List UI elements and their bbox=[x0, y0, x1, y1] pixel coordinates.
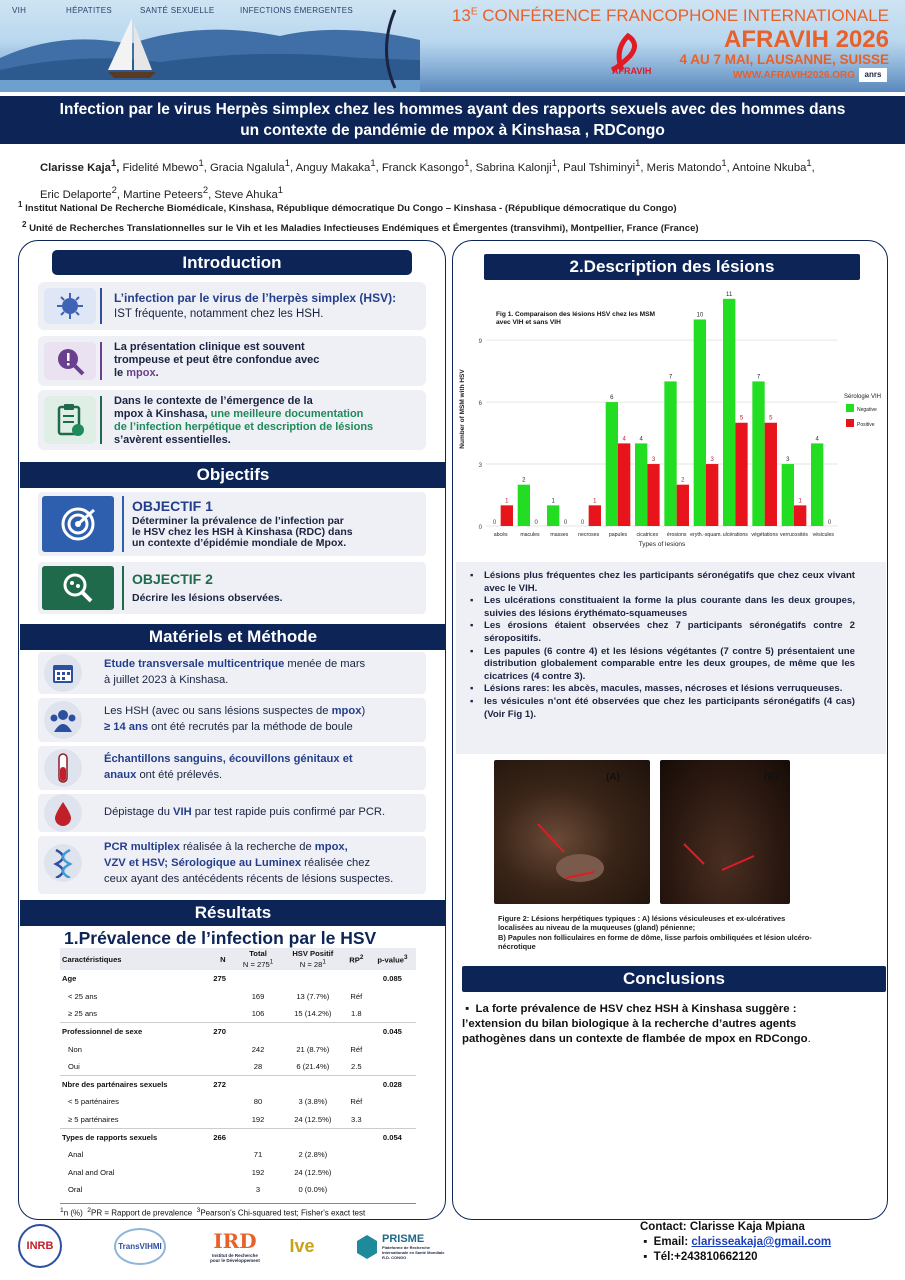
x-tick-label: papules bbox=[608, 532, 628, 538]
x-tick-label: masses bbox=[550, 532, 569, 538]
banner-topic: INFECTIONS ÉMERGENTES bbox=[240, 6, 353, 15]
bar-negative bbox=[782, 464, 794, 526]
bar-positive bbox=[735, 423, 747, 526]
affiliation-2: $^2$ Unité de Recherches Translationnelles sur le Vih et les Maladies Infectieuses Endémiques et Émergentes (transvihmi), Montpellier, France (France) bbox=[22, 220, 699, 235]
transvihmi-logo: TransVIHMI bbox=[110, 1222, 170, 1270]
bar-value-label: 4 bbox=[639, 436, 643, 443]
author-list: Clarisse Kaja$^1$, Fidelité Mbewo$^1$, Gracia Ngalula$^1$, Anguy Makaka$^1$, Franck Kasongo$^1$, Sabrina Kalonji$^1$, Paul Tshiminyi$^1$, Meris Matondo$^1$, Antoine Nkuba$^1$, Eric Delaporte$^2$, Martine Peteers$^2$, Steve Ahuka$^1$ bbox=[40, 157, 815, 201]
table-row: Age 275 0.085 bbox=[62, 974, 402, 984]
y-tick-label: 9 bbox=[478, 339, 482, 346]
introduction-header: Introduction bbox=[52, 250, 412, 275]
x-tick-label: cicatrices bbox=[636, 532, 659, 538]
x-tick-label: végétations bbox=[751, 532, 778, 538]
event-dates: 4 AU 7 MAI, LAUSANNE, SUISSE bbox=[679, 52, 889, 67]
x-tick-label: verrucosités bbox=[780, 532, 808, 538]
table-row: Professionnel de sexe 270 0.045 bbox=[60, 1023, 416, 1041]
table-row: Nbre des parténaires sexuels 272 0.028 bbox=[60, 1076, 416, 1094]
list-item: ▪ les vésicules n’ont été observées que chez les participants séronégatifs (4 cas) (Voir Fig 1). bbox=[470, 696, 855, 721]
legend-label: Negative bbox=[857, 407, 877, 413]
bar-value-label: 7 bbox=[756, 374, 761, 381]
bar-value-label: 10 bbox=[696, 312, 704, 319]
x-tick-label: vésicules bbox=[812, 532, 835, 538]
x-tick-label: macules bbox=[520, 532, 540, 538]
bar-value-label: 4 bbox=[815, 436, 819, 443]
bar-value-label: 0 bbox=[534, 520, 538, 526]
bar-positive bbox=[765, 423, 777, 526]
bar-value-label: 3 bbox=[786, 457, 790, 464]
results-subtitle: 1.Prévalence de l’infection par le HSV bbox=[64, 928, 377, 948]
lesion-bar-chart bbox=[456, 286, 886, 560]
header-banner bbox=[0, 0, 905, 92]
lead-author: Clarisse Kaja bbox=[40, 161, 111, 174]
bar-positive bbox=[618, 443, 630, 526]
bar-positive bbox=[647, 464, 659, 526]
lesion-findings-list bbox=[470, 570, 855, 721]
bar-negative bbox=[811, 443, 823, 526]
chart-title-line2: avec VIH et sans VIH bbox=[496, 319, 561, 326]
afravih-logo-text: AFRAVIH bbox=[612, 66, 652, 76]
table-row: Oui 28 6 (21.4%) 2.5 bbox=[68, 1062, 362, 1072]
bar-negative bbox=[694, 319, 706, 526]
dna-icon bbox=[44, 844, 82, 882]
lesions-header: 2.Description des lésions bbox=[484, 254, 860, 280]
bar-negative bbox=[518, 485, 530, 526]
banner-topic: HÉPATITES bbox=[66, 6, 112, 15]
bar-value-label: 11 bbox=[726, 291, 733, 298]
bar-negative bbox=[723, 299, 735, 526]
search-icon bbox=[42, 566, 114, 610]
banner-topic: VIH bbox=[12, 6, 27, 15]
bar-value-label: 5 bbox=[739, 415, 744, 422]
chart-title-line1: Fig 1. Comparaison des lésions HSV chez les MSM bbox=[496, 311, 656, 318]
bar-value-label: 3 bbox=[651, 457, 656, 464]
bar-value-label: 5 bbox=[769, 415, 773, 422]
bar-value-label: 1 bbox=[593, 498, 597, 505]
objective-1-card: OBJECTIF 1 Déterminer la prévalence de l’infection par le HSV chez les HSH à Kinshasa (RDC) dans un contexte d’épidémie mondiale de Mpox. bbox=[38, 492, 426, 556]
lesion-photo-a: (A) bbox=[494, 760, 650, 904]
results-header: Résultats bbox=[20, 900, 446, 926]
bar-value-label: 3 bbox=[710, 457, 714, 464]
ive-logo: Ive bbox=[289, 1235, 315, 1256]
bar-negative bbox=[664, 381, 676, 526]
bar-value-label: 0 bbox=[492, 520, 497, 526]
test-tube-icon bbox=[44, 749, 82, 787]
table-row: ≥ 25 ans 106 15 (14.2%) 1.8 bbox=[68, 1009, 362, 1019]
banner-topic: SANTÉ SEXUELLE bbox=[140, 6, 215, 15]
intro-card-3: Dans le contexte de l’émergence de la mpox à Kinshasa, une meilleure documentation de l’infection herpétique et description de lésions s’avèrent essentielles. bbox=[38, 390, 426, 450]
target-icon bbox=[42, 496, 114, 552]
table-row: Anal and Oral 192 24 (12.5%) bbox=[68, 1167, 332, 1177]
x-tick-label: abcès bbox=[493, 532, 508, 538]
bar-positive bbox=[794, 505, 806, 526]
x-tick-label: ulcérations bbox=[722, 532, 748, 538]
event-url[interactable]: WWW.AFRAVIH2026.ORG bbox=[732, 70, 855, 81]
table-footnote: $^1$n (%) $^2$PR = Rapport de prevalence $^3$Pearson's Chi-squared test; Fisher's exact test bbox=[60, 1203, 416, 1218]
bar-negative bbox=[752, 381, 764, 526]
bar-positive bbox=[589, 505, 601, 526]
method-row-study: Etude transversale multicentrique menée de mars à juillet 2023 à Kinshasa. bbox=[38, 652, 426, 694]
table-row: Anal 71 2 (2.8%) bbox=[68, 1150, 328, 1160]
table-row: ≥ 5 parténaires 192 24 (12.5%) 3.3 bbox=[68, 1114, 362, 1124]
method-row-pcr: PCR multiplex réalisée à la recherche de mpox, VZV et HSV; Sérologique au Luminex réalisée chez ceux ayant des antécédents récents de lésions suspectes. bbox=[38, 836, 426, 894]
magnifier-alert-icon bbox=[44, 342, 96, 380]
contact-email-link[interactable]: clarisseakaja@gmail.com bbox=[691, 1236, 832, 1248]
bar-value-label: 6 bbox=[610, 395, 614, 402]
y-tick-label: 3 bbox=[478, 463, 482, 470]
bar-value-label: 0 bbox=[580, 520, 585, 526]
lesion-photo-b: (B) bbox=[660, 760, 790, 904]
bar-value-label: 7 bbox=[668, 374, 673, 381]
conclusion-text: ▪ La forte prévalence de HSV chez HSH à Kinshasa suggère : l’extension du bilan biologique à la recherche d’autres agents pathogènes dans un contexte de flambée de mpox en RDCongo. bbox=[462, 1003, 811, 1045]
contact-name: Contact: Clarisse Kaja Mpiana bbox=[640, 1221, 805, 1233]
x-tick-label: necroses bbox=[578, 532, 600, 538]
y-axis-title: Number of MSM with HSV bbox=[459, 369, 466, 449]
calendar-icon bbox=[44, 654, 82, 692]
legend-title: Sérologie VIH bbox=[844, 394, 882, 400]
table-row: Types de rapports sexuels 266 0.054 bbox=[60, 1128, 416, 1146]
intro-card-2: La présentation clinique est souvent trompeuse et peut être confondue avec le mpox. bbox=[38, 336, 426, 386]
x-axis-title: Types of lesions bbox=[638, 541, 686, 548]
y-tick-label: 0 bbox=[478, 525, 482, 531]
blood-drop-icon bbox=[44, 794, 82, 832]
list-item: ▪ Les érosions étaient observées chez 7 participants séronégatifs contre 2 séropositifs. bbox=[470, 620, 855, 645]
event-name: AFRAVIH 2026 bbox=[724, 26, 889, 53]
objective-2-card: OBJECTIF 2 Décrire les lésions observées. bbox=[38, 562, 426, 614]
table-row: Non 242 21 (8.7%) Réf bbox=[68, 1044, 363, 1054]
table-row: < 5 parténaires 80 3 (3.8%) Réf bbox=[68, 1097, 363, 1107]
y-tick-label: 6 bbox=[478, 401, 482, 408]
list-item: ▪ Lésions rares: les abcès, macules, masses, nécroses et lésions verruqueuses. bbox=[470, 683, 855, 696]
method-row-samples: Échantillons sanguins, écouvillons génitaux et anaux ont été prélevés. bbox=[38, 746, 426, 790]
bar-value-label: 2 bbox=[522, 477, 526, 484]
methods-header: Matériels et Méthode bbox=[20, 624, 446, 650]
legend-swatch bbox=[846, 404, 854, 412]
bar-negative bbox=[606, 402, 618, 526]
bar-value-label: 1 bbox=[551, 498, 555, 505]
x-tick-label: érosions bbox=[666, 532, 687, 538]
figure-2-caption: Figure 2: Lésions herpétiques typiques : A) lésions vésiculeuses et ex-ulcératives localisées au niveau de la muqueuses (gland) pénienne; B) Papules non folliculaires en forme de dôme, lisse parfois ombiliquées et lésion ulcéro- nécrotique bbox=[498, 914, 812, 952]
bar-value-label: 2 bbox=[681, 477, 685, 484]
clipboard-check-icon bbox=[44, 396, 96, 444]
intro-card-1: L’infection par le virus de l’herpès simplex (HSV): IST fréquente, notamment chez les HSH. bbox=[38, 282, 426, 330]
contact-phone: Tél:+243810662120 bbox=[653, 1251, 758, 1263]
bar-value-label: 4 bbox=[622, 436, 626, 443]
hsv-prevalence-table bbox=[60, 948, 416, 1217]
bar-positive bbox=[706, 464, 718, 526]
ird-logo: IRD Institut de Recherche pour le Développement bbox=[210, 1229, 260, 1263]
table-header-row: Caractéristiques N Total $N = 275^1$ HSV Positif $N = 28^1$ $RP^2$ p-value$^3$ bbox=[60, 948, 416, 970]
contact-block: Contact: Clarisse Kaja Mpiana ▪ Email: clarisseakaja@gmail.com ▪ Tél:+243810662120 bbox=[640, 1221, 832, 1263]
conference-title: $13^E$ CONFÉRENCE FRANCOPHONE INTERNATIONALE bbox=[451, 6, 889, 25]
bar-negative bbox=[547, 505, 559, 526]
method-row-recruitment: Les HSH (avec ou sans lésions suspectes de mpox) ≥ 14 ans ont été recrutés par la méthode de boule bbox=[38, 698, 426, 742]
bar-value-label: 0 bbox=[827, 520, 832, 526]
bar-value-label: 0 bbox=[563, 520, 568, 526]
list-item: ▪ Les papules (6 contre 4) et les lésions végétantes (7 contre 5) présentaient une distribution globalement comparable entre les deux groupes, de même que les cicatrices (4 contre 3). bbox=[470, 646, 855, 684]
bar-positive bbox=[677, 485, 689, 526]
bar-positive bbox=[501, 505, 513, 526]
table-row: Oral 3 0 (0.0%) bbox=[68, 1185, 328, 1195]
objectifs-header: Objectifs bbox=[20, 462, 446, 488]
conclusions-header: Conclusions bbox=[462, 966, 886, 992]
bar-value-label: 1 bbox=[798, 498, 802, 505]
method-row-hiv-test: Dépistage du VIH par test rapide puis confirmé par PCR. bbox=[38, 794, 426, 832]
people-icon bbox=[44, 701, 82, 739]
table-row: < 25 ans 169 13 (7.7%) Réf bbox=[68, 991, 363, 1001]
legend-label: Positive bbox=[857, 422, 875, 428]
affiliation-1: $^1$ Institut National De Recherche Biomédicale, Kinshasa, République démocratique Du Congo – Kinshasa - (République démocratique du Congo) bbox=[18, 200, 677, 215]
prisme-logo: PRISME Plateforme de Recherche Internationale en Santé Mondiale R.D. CONGO bbox=[356, 1222, 456, 1270]
poster-title: Infection par le virus Herpès simplex chez les hommes ayant des rapports sexuels avec des hommes dans un contexte de pandémie de mpox à Kinshasa , RDCongo bbox=[0, 96, 905, 144]
list-item: ▪ Les ulcérations constituaient la forme la plus courante dans les deux groupes, suivies des lésions érythémato-squameuses bbox=[470, 595, 855, 620]
list-item: ▪ Lésions plus fréquentes chez les participants séronégatifs que chez ceux vivant avec le VIH. bbox=[470, 570, 855, 595]
legend-swatch bbox=[846, 419, 854, 427]
virus-icon bbox=[44, 288, 96, 324]
bar-value-label: 1 bbox=[505, 498, 509, 505]
anrs-logo: anrs bbox=[859, 68, 887, 82]
inrb-logo: INRB bbox=[16, 1222, 64, 1270]
bar-negative bbox=[635, 443, 647, 526]
x-tick-label: eryth.-squam. bbox=[690, 532, 722, 538]
